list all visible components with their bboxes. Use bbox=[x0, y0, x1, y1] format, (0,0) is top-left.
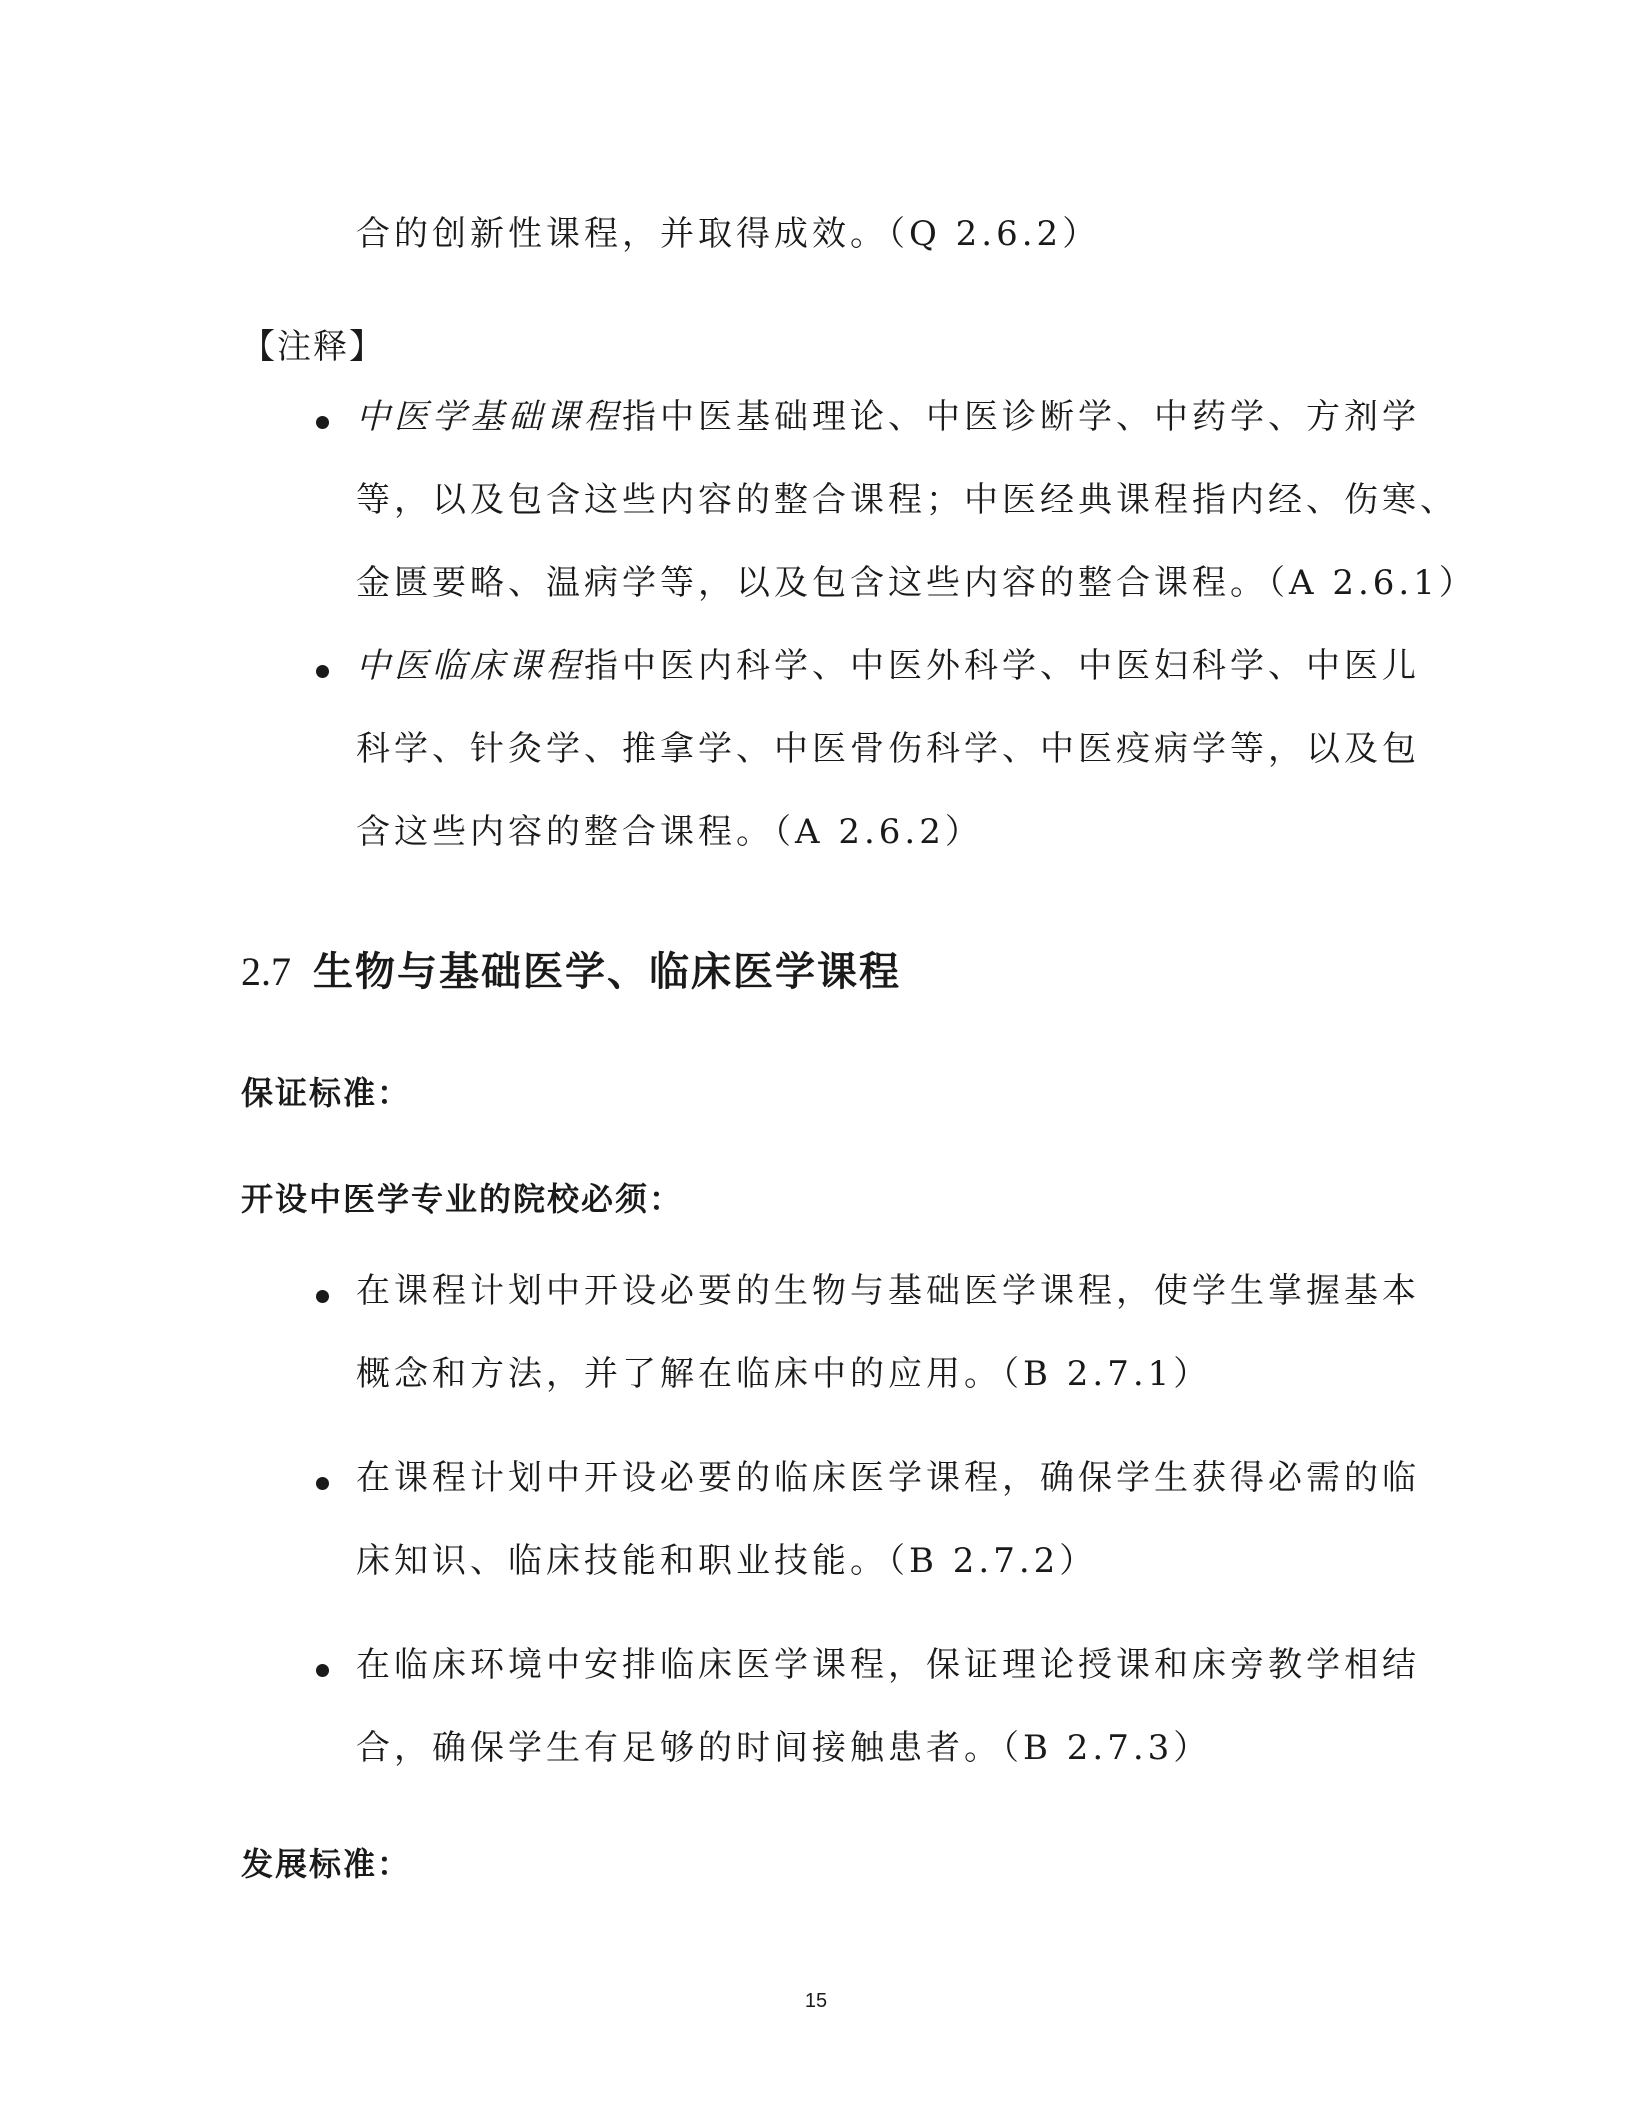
note-item-line: 等，以及包含这些内容的整合课程；中医经典课程指内经、伤寒、 bbox=[356, 480, 1458, 520]
bullet-icon bbox=[316, 1290, 329, 1303]
bullet-icon bbox=[316, 1477, 329, 1490]
note-item-line bbox=[356, 397, 1420, 437]
note-item-line: 含这些内容的整合课程。（A 2.6.2） bbox=[356, 812, 983, 852]
must-label: 开设中医学专业的院校必须： bbox=[241, 1180, 684, 1218]
section-heading bbox=[241, 940, 901, 997]
section-number: 2.7 bbox=[241, 949, 291, 994]
standard-line: 在课程计划中开设必要的临床医学课程，确保学生获得必需的临 bbox=[356, 1458, 1420, 1498]
standard-line: 概念和方法，并了解在临床中的应用。（B 2.7.1） bbox=[356, 1354, 1212, 1394]
bullet-icon bbox=[316, 665, 329, 678]
section-title: 生物与基础医学、临床医学课程 bbox=[313, 949, 901, 995]
note-item-line: 科学、针灸学、推拿学、中医骨伤科学、中医疫病学等，以及包 bbox=[356, 729, 1420, 769]
bullet-icon bbox=[316, 416, 329, 429]
note-item-line: 金匮要略、温病学等，以及包含这些内容的整合课程。（A 2.6.1） bbox=[356, 563, 1477, 603]
note-text: 指中医内科学、中医外科学、中医妇科学、中医儿 bbox=[584, 646, 1420, 686]
basic-standard-label: 保证标准： bbox=[241, 1074, 412, 1112]
standard-line: 在临床环境中安排临床医学课程，保证理论授课和床旁教学相结 bbox=[356, 1645, 1420, 1685]
note-term: 中医临床课程 bbox=[356, 646, 584, 686]
standard-line: 合，确保学生有足够的时间接触患者。（B 2.7.3） bbox=[356, 1728, 1212, 1768]
notes-heading: 【注释】 bbox=[241, 327, 385, 367]
standard-line: 在课程计划中开设必要的生物与基础医学课程，使学生掌握基本 bbox=[356, 1271, 1420, 1311]
note-term: 中医学基础课程 bbox=[356, 397, 622, 437]
standard-line: 床知识、临床技能和职业技能。（B 2.7.2） bbox=[356, 1541, 1098, 1581]
development-standard-label: 发展标准： bbox=[241, 1845, 412, 1883]
continued-text-line: 合的创新性课程，并取得成效。（Q 2.6.2） bbox=[356, 214, 1101, 254]
page-number: 15 bbox=[804, 1990, 828, 2012]
note-text: 指中医基础理论、中医诊断学、中药学、方剂学 bbox=[622, 397, 1420, 437]
note-item-line bbox=[356, 646, 1420, 686]
bullet-icon bbox=[316, 1664, 329, 1677]
